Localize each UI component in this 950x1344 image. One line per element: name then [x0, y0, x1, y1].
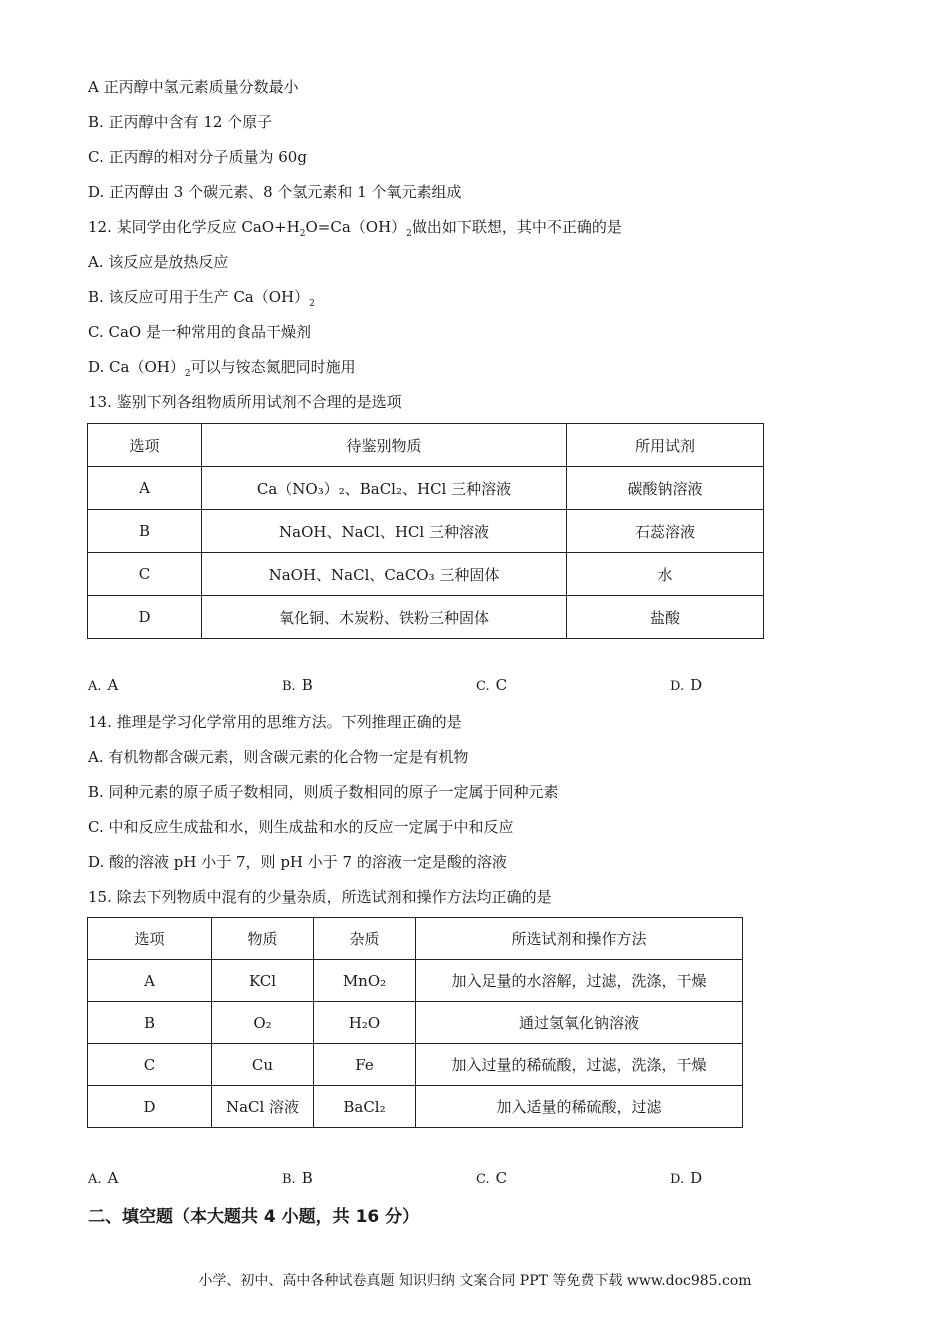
q12-stem-part2: O=Ca（OH）: [305, 218, 407, 236]
q13-answer-a: [88, 676, 118, 694]
table-cell: 加入过量的稀硫酸，过滤，洗涤，干燥: [416, 1044, 743, 1086]
table-row: [88, 960, 743, 1002]
answer-key: C.: [476, 1172, 490, 1187]
q12-stem: [88, 217, 622, 244]
q12-stem-part3: 做出如下联想，其中不正确的是: [411, 218, 622, 236]
table-header-row: [88, 424, 764, 467]
table-cell: 氧化铜、木炭粉、铁粉三种固体: [202, 596, 567, 639]
answer-key: B.: [282, 1172, 296, 1187]
q11-option-d: D. 正丙醇由 3 个碳元素、8 个氢元素和 1 个氧元素组成: [88, 183, 462, 201]
q11-option-b: B. 正丙醇中含有 12 个原子: [88, 113, 273, 131]
q14-stem: 14. 推理是学习化学常用的思维方法。下列推理正确的是: [88, 713, 462, 731]
q12-option-b-text: B. 该反应可用于生产 Ca（OH）: [88, 288, 310, 306]
q11-option-a: A 正丙醇中氢元素质量分数最小: [88, 78, 299, 96]
answer-value: D: [690, 1169, 703, 1187]
q12-option-d-text1: D. Ca（OH）: [88, 358, 185, 376]
answer-key: A.: [88, 1172, 102, 1187]
table-cell: B: [88, 1002, 212, 1044]
table-cell: 盐酸: [567, 596, 764, 639]
q12-option-d-text2: 可以与铵态氮肥同时施用: [190, 358, 356, 376]
q13-answer-c: [476, 676, 507, 694]
q14-option-d: D. 酸的溶液 pH 小于 7，则 pH 小于 7 的溶液一定是酸的溶液: [88, 853, 507, 871]
page-footer: 小学、初中、高中各种试卷真题 知识归纳 文案合同 PPT 等免费下载 www.doc985.com: [198, 1273, 752, 1289]
q15-answer-b: [282, 1169, 313, 1187]
table-cell: 加入适量的稀硫酸，过滤: [416, 1086, 743, 1128]
table-header-cell: 物质: [212, 918, 314, 960]
table-cell: A: [88, 960, 212, 1002]
table-header-cell: 待鉴别物质: [202, 424, 567, 467]
answer-key: D.: [670, 1172, 685, 1187]
answer-value: A: [107, 1169, 119, 1187]
q12-option-a: A. 该反应是放热反应: [88, 253, 229, 271]
q15-answer-c: [476, 1169, 507, 1187]
subscript: 2: [406, 229, 412, 239]
q14-option-a: A. 有机物都含碳元素，则含碳元素的化合物一定是有机物: [88, 748, 469, 766]
table-cell: C: [88, 1044, 212, 1086]
table-header-cell: 杂质: [314, 918, 416, 960]
answer-value: A: [107, 676, 119, 694]
table-cell: A: [88, 467, 202, 510]
table-header-cell: 所选试剂和操作方法: [416, 918, 743, 960]
table-cell: BaCl₂: [314, 1086, 416, 1128]
q12-option-c: C. CaO 是一种常用的食品干燥剂: [88, 323, 311, 341]
table-cell: NaCl 溶液: [212, 1086, 314, 1128]
q15-answer-a: [88, 1169, 118, 1187]
table-header-row: [88, 918, 743, 960]
table-cell: D: [88, 596, 202, 639]
q14-option-b: B. 同种元素的原子质子数相同，则质子数相同的原子一定属于同种元素: [88, 783, 559, 801]
table-cell: Fe: [314, 1044, 416, 1086]
answer-value: B: [301, 676, 313, 694]
q15-answer-d: [670, 1169, 702, 1187]
table-row: [88, 1086, 743, 1128]
table-cell: NaOH、NaCl、CaCO₃ 三种固体: [202, 553, 567, 596]
table-cell: 石蕊溶液: [567, 510, 764, 553]
table-row: [88, 596, 764, 639]
table-cell: C: [88, 553, 202, 596]
table-row: [88, 553, 764, 596]
q15-stem: 15. 除去下列物质中混有的少量杂质，所选试剂和操作方法均正确的是: [88, 888, 552, 906]
q15-table: [87, 917, 743, 1128]
q14-option-c: C. 中和反应生成盐和水，则生成盐和水的反应一定属于中和反应: [88, 818, 514, 836]
table-cell: H₂O: [314, 1002, 416, 1044]
table-header-cell: 选项: [88, 424, 202, 467]
answer-key: B.: [282, 679, 296, 694]
table-header-cell: 选项: [88, 918, 212, 960]
table-row: [88, 467, 764, 510]
subscript: 2: [309, 299, 315, 309]
answer-value: C: [495, 676, 508, 694]
answer-value: C: [495, 1169, 508, 1187]
section-title: 二、填空题（本大题共 4 小题，共 16 分）: [88, 1207, 420, 1227]
table-cell: 通过氢氧化钠溶液: [416, 1002, 743, 1044]
table-cell: 碳酸钠溶液: [567, 467, 764, 510]
answer-value: D: [690, 676, 703, 694]
subscript: 2: [184, 369, 191, 379]
table-cell: KCl: [212, 960, 314, 1002]
answer-key: A.: [88, 679, 102, 694]
q12-option-b: [88, 287, 315, 314]
table-row: [88, 1002, 743, 1044]
table-cell: 水: [567, 553, 764, 596]
table-cell: O₂: [212, 1002, 314, 1044]
q13-answer-d: [670, 676, 702, 694]
answer-value: B: [301, 1169, 313, 1187]
table-cell: MnO₂: [314, 960, 416, 1002]
table-row: [88, 1044, 743, 1086]
table-cell: D: [88, 1086, 212, 1128]
subscript: 2: [299, 229, 306, 239]
q13-stem: 13. 鉴别下列各组物质所用试剂不合理的是选项: [88, 393, 402, 411]
table-cell: 加入足量的水溶解，过滤，洗涤，干燥: [416, 960, 743, 1002]
table-row: [88, 510, 764, 553]
answer-key: C.: [476, 679, 490, 694]
table-cell: NaOH、NaCl、HCl 三种溶液: [202, 510, 567, 553]
table-cell: Ca（NO₃）₂、BaCl₂、HCl 三种溶液: [202, 467, 567, 510]
answer-key: D.: [670, 679, 685, 694]
table-header-cell: 所用试剂: [567, 424, 764, 467]
q11-option-c: C. 正丙醇的相对分子质量为 60g: [88, 148, 307, 166]
table-cell: Cu: [212, 1044, 314, 1086]
q12-stem-part1: 12. 某同学由化学反应 CaO+H: [88, 218, 300, 236]
table-cell: B: [88, 510, 202, 553]
q13-answer-b: [282, 676, 313, 694]
q13-table: [87, 423, 764, 639]
q12-option-d: [88, 357, 356, 384]
